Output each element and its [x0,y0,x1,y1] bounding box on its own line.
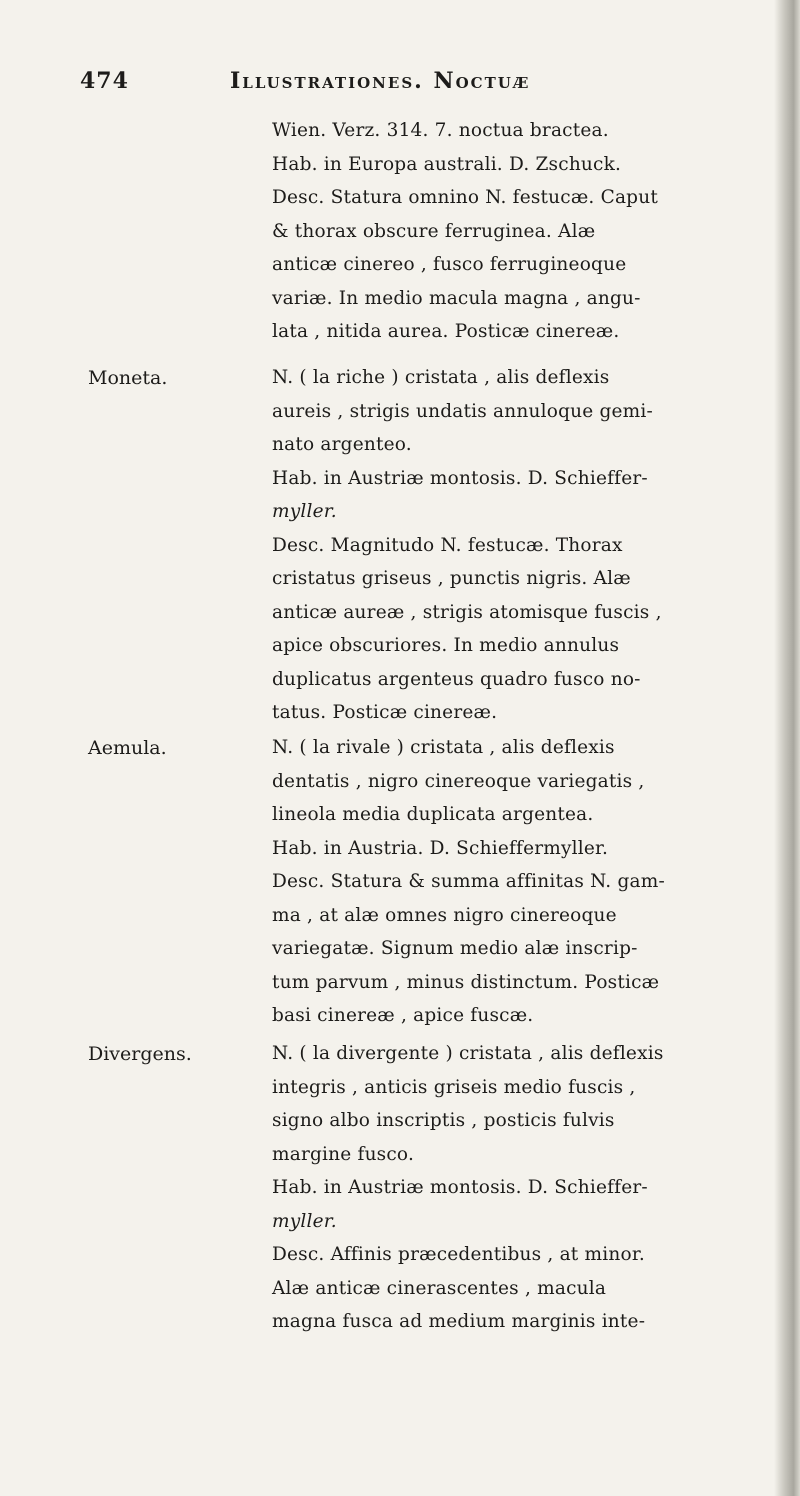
text-line: Desc. Affinis præcedentibus , at minor. [272,1244,645,1265]
text-line: apice obscuriores. In medio annulus [272,635,620,656]
text-line: Alæ anticæ cinerascentes , macula [272,1277,607,1299]
text-line: & thorax obscure ferruginea. Alæ [272,220,596,242]
entry-body [272,1043,772,1345]
text-line: anticæ cinereo , fusco ferrugineoque [272,254,627,275]
entry-label: Moneta. [88,367,168,389]
text-line: Hab. in Austriæ montosis. D. Schieffer- [272,1177,648,1198]
page-number: 474 [80,68,129,94]
entry-label: Aemula. [88,737,167,759]
text-line: Hab. in Europa australi. D. Zschuck. [272,153,622,175]
text-line: variæ. In medio macula magna , angu- [272,287,641,309]
text-line: lata , nitida aurea. Posticæ cinereæ. [272,321,620,342]
text-line: tum parvum , minus distinctum. Posticæ [272,971,660,993]
text-line: Hab. in Austriæ montosis. D. Schieffer- [272,467,648,489]
text-line: Wien. Verz. 314. 7. noctua bractea. [272,120,609,141]
text-line: signo albo inscriptis , posticis fulvis [272,1110,615,1131]
text-line: margine fusco. [272,1143,415,1165]
entry-body [272,120,772,355]
text-line: N. ( la riche ) cristata , alis deflexis [272,367,610,388]
text-line: lineola media duplicata argentea. [272,804,594,825]
entry-body [272,367,772,736]
text-line: myller. [272,1210,337,1232]
text-line: nato argenteo. [272,434,412,455]
page-header [80,68,720,108]
text-line: Hab. in Austria. D. Schieffermyller. [272,837,609,859]
text-line: variegatæ. Signum medio alæ inscrip- [272,938,638,959]
page-edge-shadow [774,0,800,1496]
text-line: Desc. Statura & summa affinitas N. gam- [272,871,665,892]
entry-body [272,737,772,1039]
text-line: aureis , strigis undatis annuloque gemi- [272,400,653,422]
entry-label: Divergens. [88,1043,192,1065]
text-line: myller. [272,501,337,522]
text-line: ma , at alæ omnes nigro cinereoque [272,904,617,926]
text-line: N. ( la divergente ) cristata , alis deflexis [272,1043,664,1064]
text-line: tatus. Posticæ cinereæ. [272,702,498,723]
text-line: integris , anticis griseis medio fuscis , [272,1076,636,1098]
text-line: basi cinereæ , apice fuscæ. [272,1005,534,1026]
text-line: duplicatus argenteus quadro fusco no- [272,668,641,690]
text-line: Desc. Statura omnino N. festucæ. Caput [272,187,658,208]
text-line: N. ( la rivale ) cristata , alis deflexis [272,737,615,758]
text-line: Desc. Magnitudo N. festucæ. Thorax [272,534,623,556]
text-line: magna fusca ad medium marginis inte- [272,1311,646,1332]
text-line: dentatis , nigro cinereoque variegatis , [272,770,645,792]
running-title: Illustrationes. Noctuæ [230,68,531,94]
text-line: cristatus griseus , punctis nigris. Alæ [272,568,631,589]
text-line: anticæ aureæ , strigis atomisque fuscis , [272,601,662,623]
